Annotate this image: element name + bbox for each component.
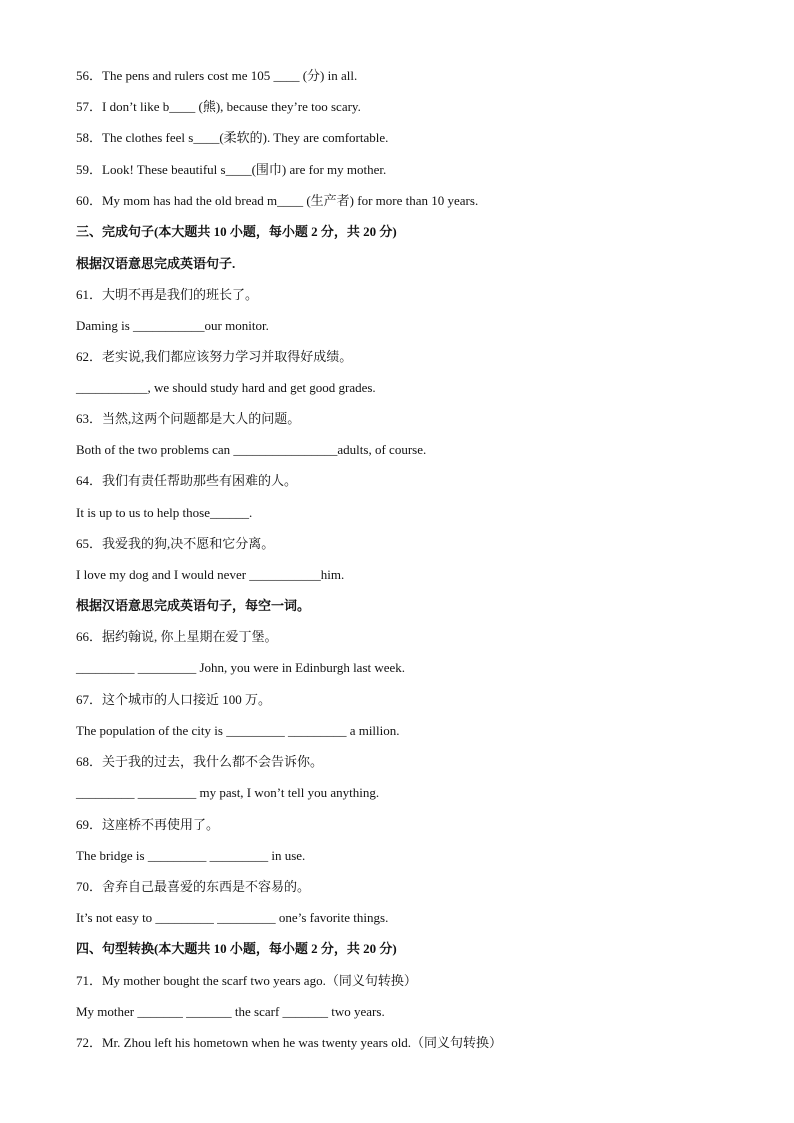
- question-71-prompt: 71．My mother bought the scarf two years ago.（同义句转换）: [76, 973, 417, 988]
- question-71-answer: My mother _______ _______ the scarf _______ two years.: [76, 1004, 385, 1019]
- question-66-answer: _________ _________ John, you were in Edinburgh last week.: [76, 660, 406, 675]
- question-65-prompt: 65．我爱我的狗,决不愿和它分离。: [76, 536, 275, 551]
- section-heading-4: 四、句型转换(本大题共 10 小题，每小题 2 分，共 20 分): [76, 941, 397, 956]
- question-72-prompt: 72．Mr. Zhou left his hometown when he was twenty years old.（同义句转换）: [76, 1035, 503, 1050]
- question-62-answer: ___________, we should study hard and get good grades.: [76, 380, 376, 395]
- question-65-answer: I love my dog and I would never ___________him.: [76, 567, 345, 582]
- section-instruction-1: 根据汉语意思完成英语句子.: [76, 256, 236, 271]
- section-heading-3: 三、完成句子(本大题共 10 小题，每小题 2 分，共 20 分): [76, 224, 397, 239]
- question-61-answer: Daming is ___________our monitor.: [76, 318, 269, 333]
- question-64-prompt: 64．我们有责任帮助那些有困难的人。: [76, 473, 298, 488]
- question-63-prompt: 63．当然,这两个问题都是大人的问题。: [76, 411, 301, 426]
- question-68-prompt: 68．关于我的过去，我什么都不会告诉你。: [76, 754, 324, 769]
- question-58: 58．The clothes feel s____(柔软的). They are comfortable.: [76, 130, 389, 145]
- question-57: 57．I don’t like b____ (熊), because they’re too scary.: [76, 99, 361, 114]
- question-67-prompt: 67．这个城市的人口接近 100 万。: [76, 692, 272, 707]
- question-62-prompt: 62．老实说,我们都应该努力学习并取得好成绩。: [76, 349, 353, 364]
- question-69-prompt: 69．这座桥不再使用了。: [76, 817, 220, 832]
- question-67-answer: The population of the city is _________ _________ a million.: [76, 723, 400, 738]
- question-56: 56．The pens and rulers cost me 105 ____ (分) in all.: [76, 68, 358, 83]
- question-70-answer: It’s not easy to _________ _________ one’s favorite things.: [76, 910, 389, 925]
- question-59: 59．Look! These beautiful s____(围巾) are for my mother.: [76, 162, 387, 177]
- question-66-prompt: 66．据约翰说, 你上星期在爱丁堡。: [76, 629, 278, 644]
- question-61-prompt: 61．大明不再是我们的班长了。: [76, 287, 259, 302]
- question-63-answer: Both of the two problems can ________________adults, of course.: [76, 442, 427, 457]
- section-instruction-2: 根据汉语意思完成英语句子，每空一词。: [76, 598, 311, 613]
- question-69-answer: The bridge is _________ _________ in use.: [76, 848, 306, 863]
- question-64-answer: It is up to us to help those______.: [76, 505, 253, 520]
- question-70-prompt: 70．舍弃自己最喜爱的东西是不容易的。: [76, 879, 311, 894]
- question-68-answer: _________ _________ my past, I won’t tell you anything.: [76, 785, 380, 800]
- question-60: 60．My mom has had the old bread m____ (生产者) for more than 10 years.: [76, 193, 479, 208]
